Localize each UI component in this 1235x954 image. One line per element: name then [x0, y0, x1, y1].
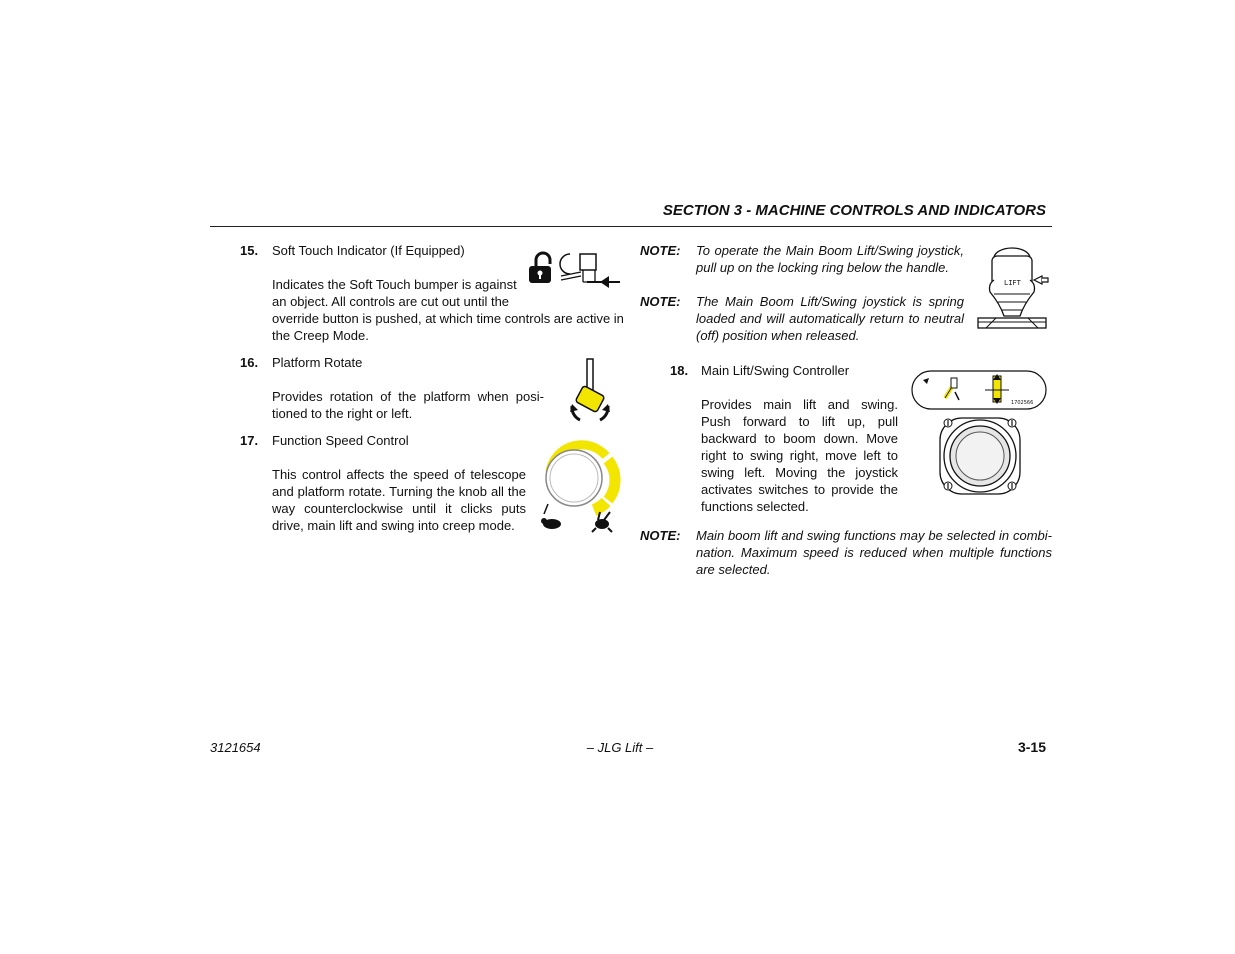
item-18-text: Provides main lift and swing. Push forward to lift up, pull backward to boom down. Move right to swing right, move left to swing left. Moving the joystick activates switches to provide the functions selected. — [701, 397, 898, 514]
item-18-number: 18. — [670, 363, 689, 378]
item-17-title: Function Speed Control — [272, 433, 409, 448]
joystick-label: LIFT — [1004, 279, 1021, 287]
platform-rotate-icon — [566, 356, 614, 424]
item-16-number: 16. — [240, 355, 259, 370]
lift-swing-decal-icon — [911, 370, 1047, 410]
soft-touch-icon — [525, 248, 625, 288]
note-1-text: To operate the Main Boom Lift/Swing joystick, pull up on the locking ring below the handle. — [696, 243, 964, 275]
header-rule — [210, 226, 1052, 227]
item-17-text: This control affects the speed of telescope and platform rotate. Turning the knob all the way counterclockwise until it clicks puts drive, main lift and swing into creep mode. — [272, 467, 526, 533]
item-16-text: Provides rotation of the platform when posi-tioned to the right or left. — [272, 389, 544, 421]
speed-knob-icon — [538, 438, 620, 534]
note-3-text: Main boom lift and swing functions may be selected in combi-nation. Maximum speed is reduced when multiple functions are selected. — [696, 528, 1052, 577]
item-15-text-line1: Indicates the Soft Touch bumper is against — [272, 277, 517, 292]
note-1-label: NOTE: — [640, 243, 681, 258]
note-3-label: NOTE: — [640, 528, 681, 543]
item-15-number: 15. — [240, 243, 259, 258]
footer-doc-number: 3121654 — [210, 740, 261, 755]
item-15-title: Soft Touch Indicator (If Equipped) — [272, 243, 465, 258]
note-2-label: NOTE: — [640, 294, 681, 309]
item-17-number: 17. — [240, 433, 259, 448]
item-15-text-rest: override button is pushed, at which time controls are active in the Creep Mode. — [272, 311, 624, 343]
section-title: SECTION 3 - MACHINE CONTROLS AND INDICATORS — [662, 202, 1046, 219]
note-2-text: The Main Boom Lift/Swing joystick is spring loaded and will automatically return to neutral (off) position when released. — [696, 294, 964, 343]
joystick-handle-icon — [974, 246, 1050, 336]
item-15-text-line2: an object. All controls are cut out until the — [272, 294, 510, 309]
footer-page-number: 3-15 — [1017, 739, 1046, 755]
joystick-top-view-icon — [938, 416, 1022, 496]
decal-part-number: 1702566 — [1011, 400, 1034, 406]
item-16-title: Platform Rotate — [272, 355, 363, 370]
footer-center-text: – JLG Lift – — [586, 740, 654, 755]
item-18-title: Main Lift/Swing Controller — [701, 363, 850, 378]
